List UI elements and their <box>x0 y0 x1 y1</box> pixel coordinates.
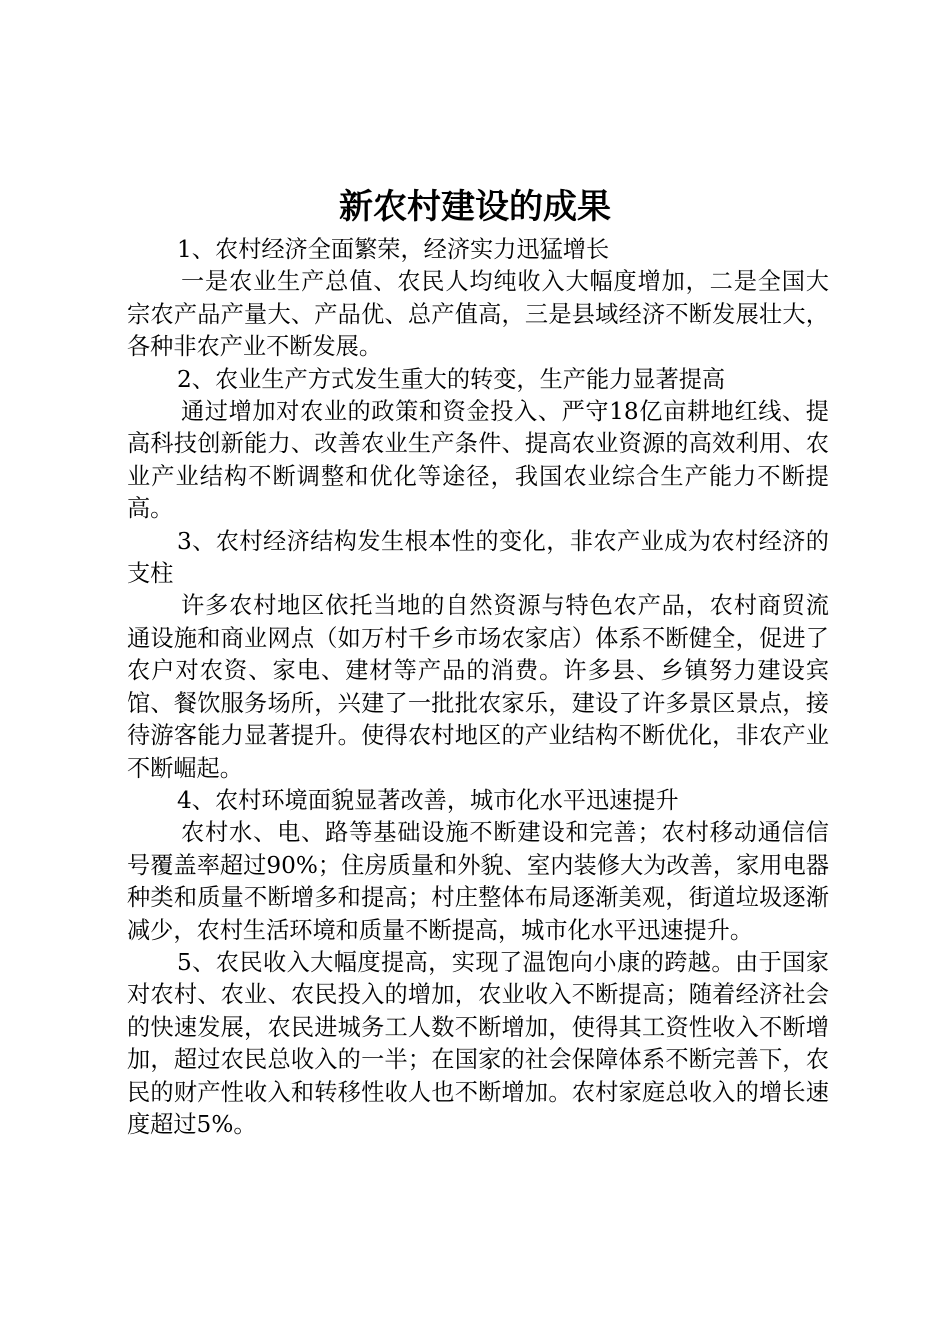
section-body-4: 农村水、电、路等基础设施不断建设和完善；农村移动通信信号覆盖率超过90%；住房质量和外貌、室内装修大为改善，家用电器种类和质量不断增多和提高；村庄整体布局逐渐美观，街道垃圾逐渐减少，农村生活环境和质量不断提高，城市化水平迅速提升。 <box>127 819 829 944</box>
section-body-2: 通过增加对农业的政策和资金投入、严守18亿亩耕地红线、提高科技创新能力、改善农业生产条件、提高农业资源的高效利用、农业产业结构不断调整和优化等途径，我国农业综合生产能力不断提高。 <box>127 398 829 523</box>
document-title: 新农村建设的成果 <box>339 187 611 227</box>
section-heading-1: 1、农村经济全面繁荣，经济实力迅猛增长 <box>177 236 610 263</box>
section-heading-3: 3、农村经济结构发生根本性的变化，非农产业成为农村经济的支柱 <box>127 527 829 588</box>
section-body-1: 一是农业生产总值、农民人均纯收入大幅度增加，二是全国大宗农产品产量大、产品优、总产值高，三是县域经济不断发展壮大，各种非农产业不断发展。 <box>127 268 829 361</box>
section-body-3: 许多农村地区依托当地的自然资源与特色农产品，农村商贸流通设施和商业网点（如万村千乡市场农家店）体系不断健全，促进了农户对农资、家电、建材等产品的消费。许多县、乡镇努力建设宾馆、餐饮服务场所，兴建了一批批农家乐，建设了许多景区景点，接待游客能力显著提升。使得农村地区的产业结构不断优化，非农产业不断崛起。 <box>127 592 829 782</box>
document-body <box>127 234 829 1141</box>
section-heading-4: 4、农村环境面貌显著改善，城市化水平迅速提升 <box>177 786 679 814</box>
section-heading-5: 5、农民收入大幅度提高，实现了温饱向小康的跨越。由于国家对农村、农业、农民投入的增加，农业收入不断提高；随着经济社会的快速发展，农民进城务工人数不断增加，使得其工资性收入不断增加，超过农民总收入的一半；在国家的社会保障体系不断完善下，农民的财产性收入和转移性收人也不断增加。农村家庭总收入的增长速度超过5%。 <box>127 948 829 1138</box>
section-heading-2: 2、农业生产方式发生重大的转变，生产能力显著提高 <box>177 365 726 393</box>
